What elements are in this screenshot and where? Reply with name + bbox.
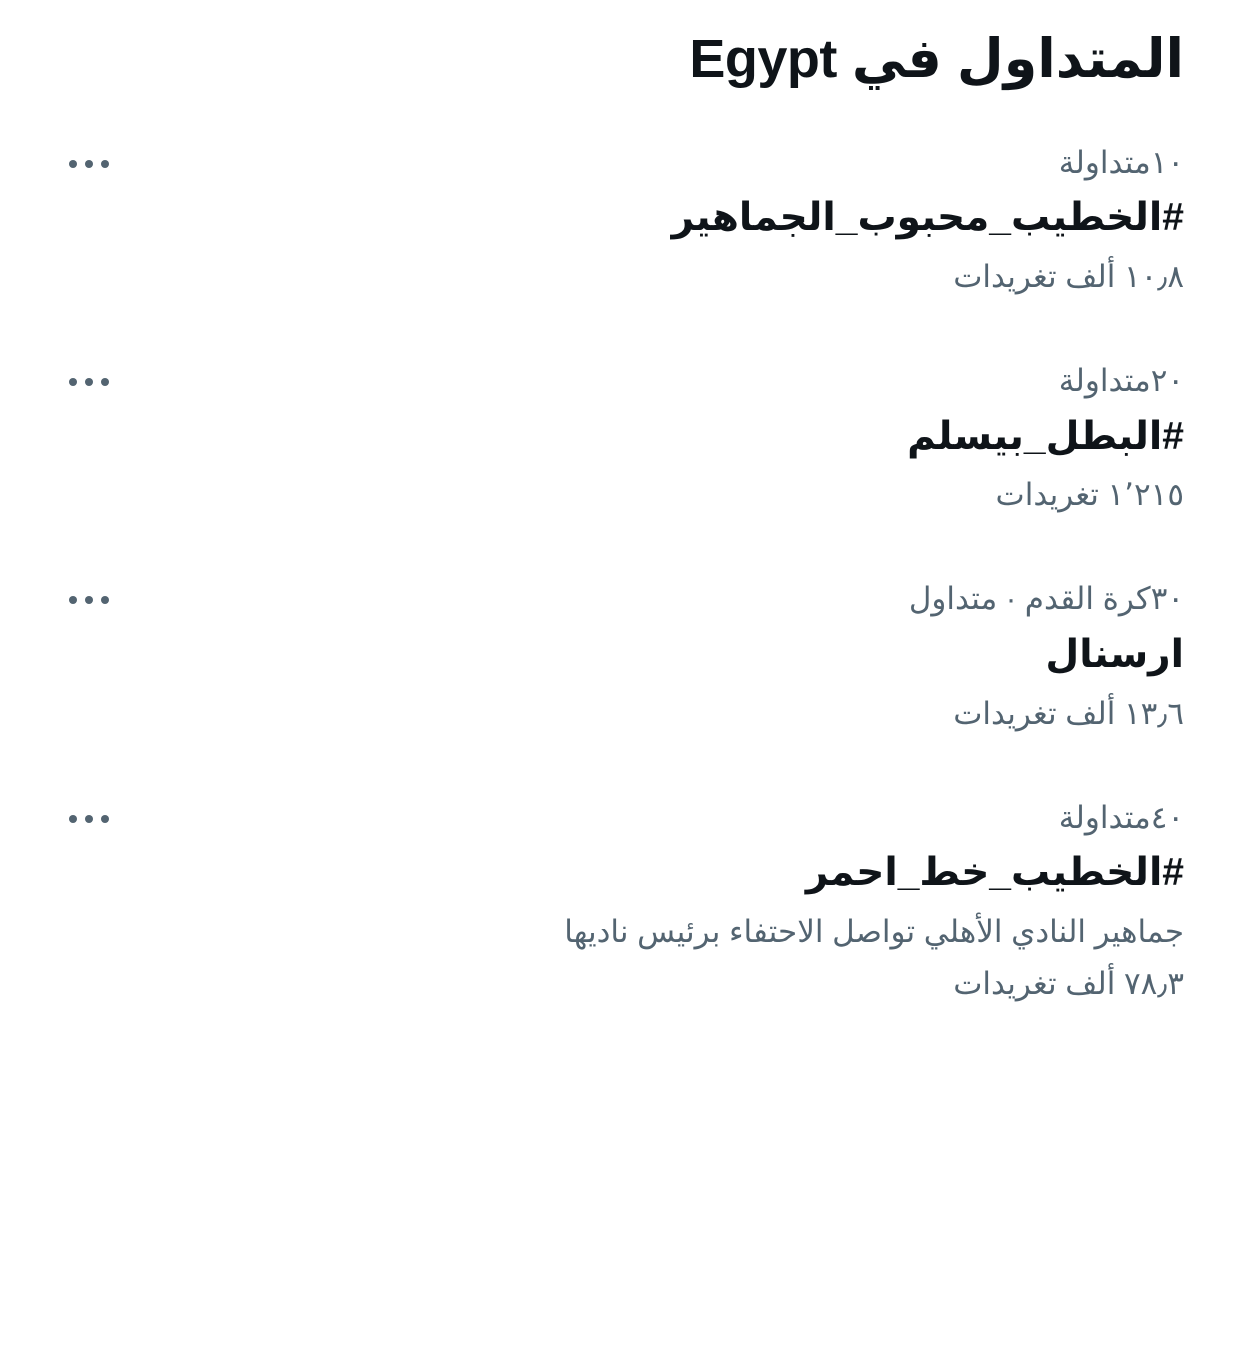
list-item[interactable]: [58, 763, 1184, 1033]
more-dots: [69, 378, 109, 386]
more-horizontal-icon[interactable]: [58, 142, 120, 186]
trend-count: ٧٨٫٣ ألف تغريدات: [953, 966, 1184, 1001]
trend-texts: [138, 142, 1184, 298]
trend-texts: [138, 360, 1184, 516]
trend-meta: ٢٠متداولة: [1058, 362, 1184, 398]
more-horizontal-icon[interactable]: [58, 578, 120, 622]
trend-meta: ٤٠متداولة: [1058, 799, 1184, 835]
trend-name[interactable]: #البطل_بيسلم: [907, 414, 1184, 458]
page-title: المتداول في Egypt: [689, 29, 1184, 89]
trend-count: ١٠٫٨ ألف تغريدات: [953, 259, 1184, 295]
trend-name[interactable]: #الخطيب_خط_احمر: [805, 851, 1184, 895]
panel-header: [58, 0, 1184, 108]
trend-meta: ٣٠كرة القدم · متداول: [908, 581, 1184, 617]
trend-row: [58, 360, 1184, 516]
more-horizontal-icon[interactable]: [58, 360, 120, 404]
list-item[interactable]: [58, 544, 1184, 762]
more-horizontal-icon[interactable]: [58, 797, 120, 841]
trend-texts: [138, 797, 1184, 1005]
more-dots: [69, 596, 109, 604]
trend-row: [58, 797, 1184, 1005]
more-dots: [69, 160, 109, 168]
trend-texts: [138, 578, 1184, 734]
trend-row: [58, 578, 1184, 734]
trend-meta: ١٠متداولة: [1058, 144, 1184, 180]
list-item[interactable]: [58, 326, 1184, 544]
trends-list: [58, 108, 1184, 1033]
trend-row: [58, 142, 1184, 298]
more-dots: [69, 815, 109, 823]
trend-name[interactable]: #الخطيب_محبوب_الجماهير: [671, 196, 1184, 240]
trend-count: ١٬٢١٥ تغريدات: [995, 477, 1184, 513]
trend-name[interactable]: ارسنال: [1045, 633, 1184, 677]
list-item[interactable]: [58, 108, 1184, 326]
trend-count: ١٣٫٦ ألف تغريدات: [953, 695, 1184, 731]
trend-description: جماهير النادي الأهلي تواصل الاحتفاء برئيس ناديها: [564, 914, 1184, 950]
